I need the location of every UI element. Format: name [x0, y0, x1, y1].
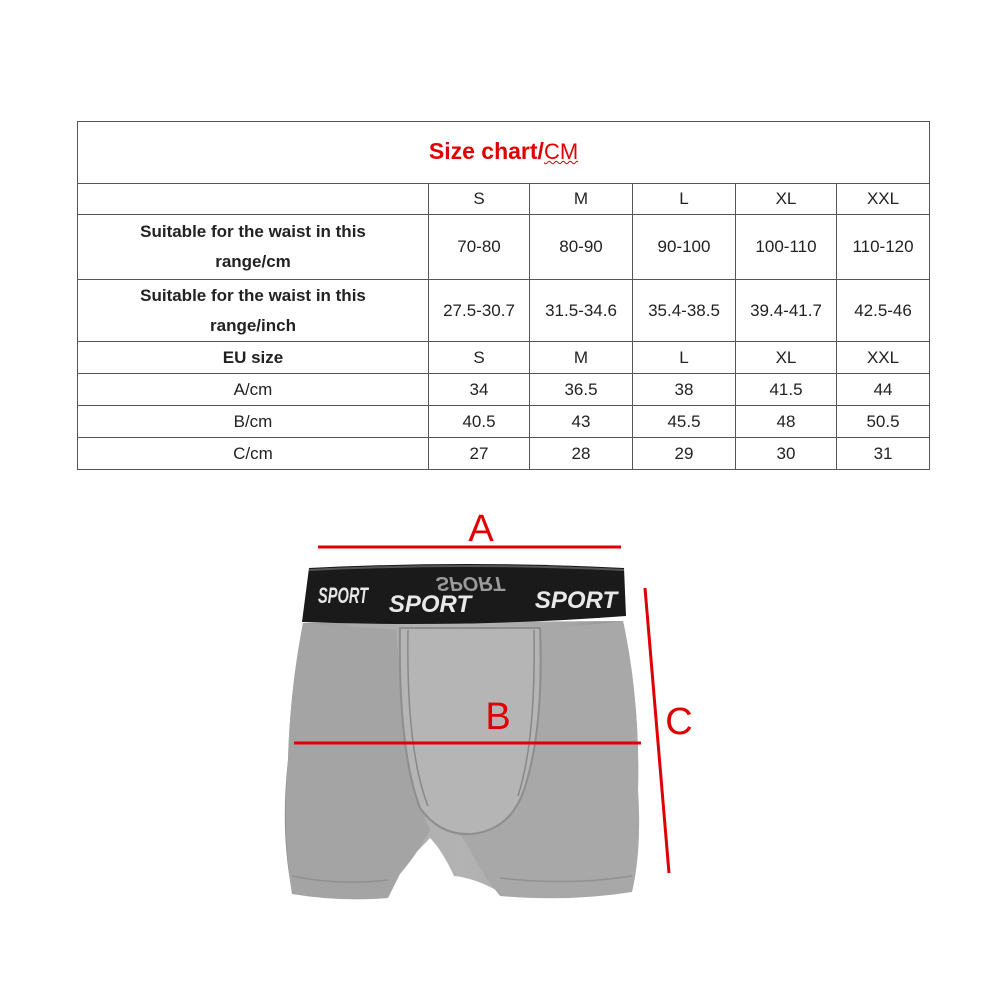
label-b: B	[485, 696, 511, 738]
table-cell: 27.5-30.7	[429, 280, 530, 342]
table-cell: 31.5-34.6	[530, 280, 633, 342]
table-cell: 44	[837, 374, 930, 406]
table-cell: 39.4-41.7	[736, 280, 837, 342]
table-cell: 29	[633, 438, 736, 470]
table-cell: 70-80	[429, 215, 530, 280]
table-cell: 36.5	[530, 374, 633, 406]
table-cell: 28	[530, 438, 633, 470]
table-row	[78, 342, 930, 374]
table-cell: 41.5	[736, 374, 837, 406]
header-cell: XL	[736, 184, 837, 215]
row-label: C/cm	[78, 438, 429, 470]
header-cell: S	[429, 184, 530, 215]
row-label: Suitable for the waist in this range/cm	[78, 215, 429, 280]
label-c: C	[665, 701, 693, 743]
table-cell: 31	[837, 438, 930, 470]
row-label: Suitable for the waist in this range/inch	[78, 280, 429, 342]
title-text: Size chart/	[428, 138, 544, 164]
table-cell: 40.5	[429, 406, 530, 438]
table-row	[78, 374, 930, 406]
label-a: A	[468, 508, 494, 550]
table-cell: 27	[429, 438, 530, 470]
waistband-text-right: SPORT	[534, 587, 618, 614]
table-cell: M	[530, 342, 633, 374]
table-cell: 43	[530, 406, 633, 438]
table-cell: 80-90	[530, 215, 633, 280]
table-row	[78, 280, 930, 342]
header-cell: M	[530, 184, 633, 215]
table-cell: 35.4-38.5	[633, 280, 736, 342]
row-label: EU size	[78, 342, 429, 374]
waistband-text-center: SPORT	[388, 591, 472, 618]
table-cell: 45.5	[633, 406, 736, 438]
boxer-brief-illustration	[0, 490, 1000, 1000]
table-cell: 30	[736, 438, 837, 470]
measurement-diagram	[0, 490, 1000, 1000]
table-title	[78, 122, 930, 184]
title-unit: CM	[543, 139, 579, 164]
header-cell: L	[633, 184, 736, 215]
table-cell: XL	[736, 342, 837, 374]
table-row	[78, 215, 930, 280]
header-cell	[78, 184, 429, 215]
size-chart-table	[77, 121, 930, 470]
table-cell: 42.5-46	[837, 280, 930, 342]
header-cell: XXL	[837, 184, 930, 215]
table-cell: 34	[429, 374, 530, 406]
title-row	[78, 122, 930, 184]
table-cell: 50.5	[837, 406, 930, 438]
table-cell: 38	[633, 374, 736, 406]
table-cell: L	[633, 342, 736, 374]
table-row	[78, 406, 930, 438]
table-cell: S	[429, 342, 530, 374]
table-cell: 100-110	[736, 215, 837, 280]
table-cell: 110-120	[837, 215, 930, 280]
row-label: B/cm	[78, 406, 429, 438]
row-label: A/cm	[78, 374, 429, 406]
waistband-text-left: SPORT	[318, 583, 370, 608]
table-row	[78, 438, 930, 470]
table-cell: XXL	[837, 342, 930, 374]
header-row	[78, 184, 930, 215]
table-cell: 90-100	[633, 215, 736, 280]
waistband-text-back: SPORT	[435, 572, 505, 594]
table-cell: 48	[736, 406, 837, 438]
